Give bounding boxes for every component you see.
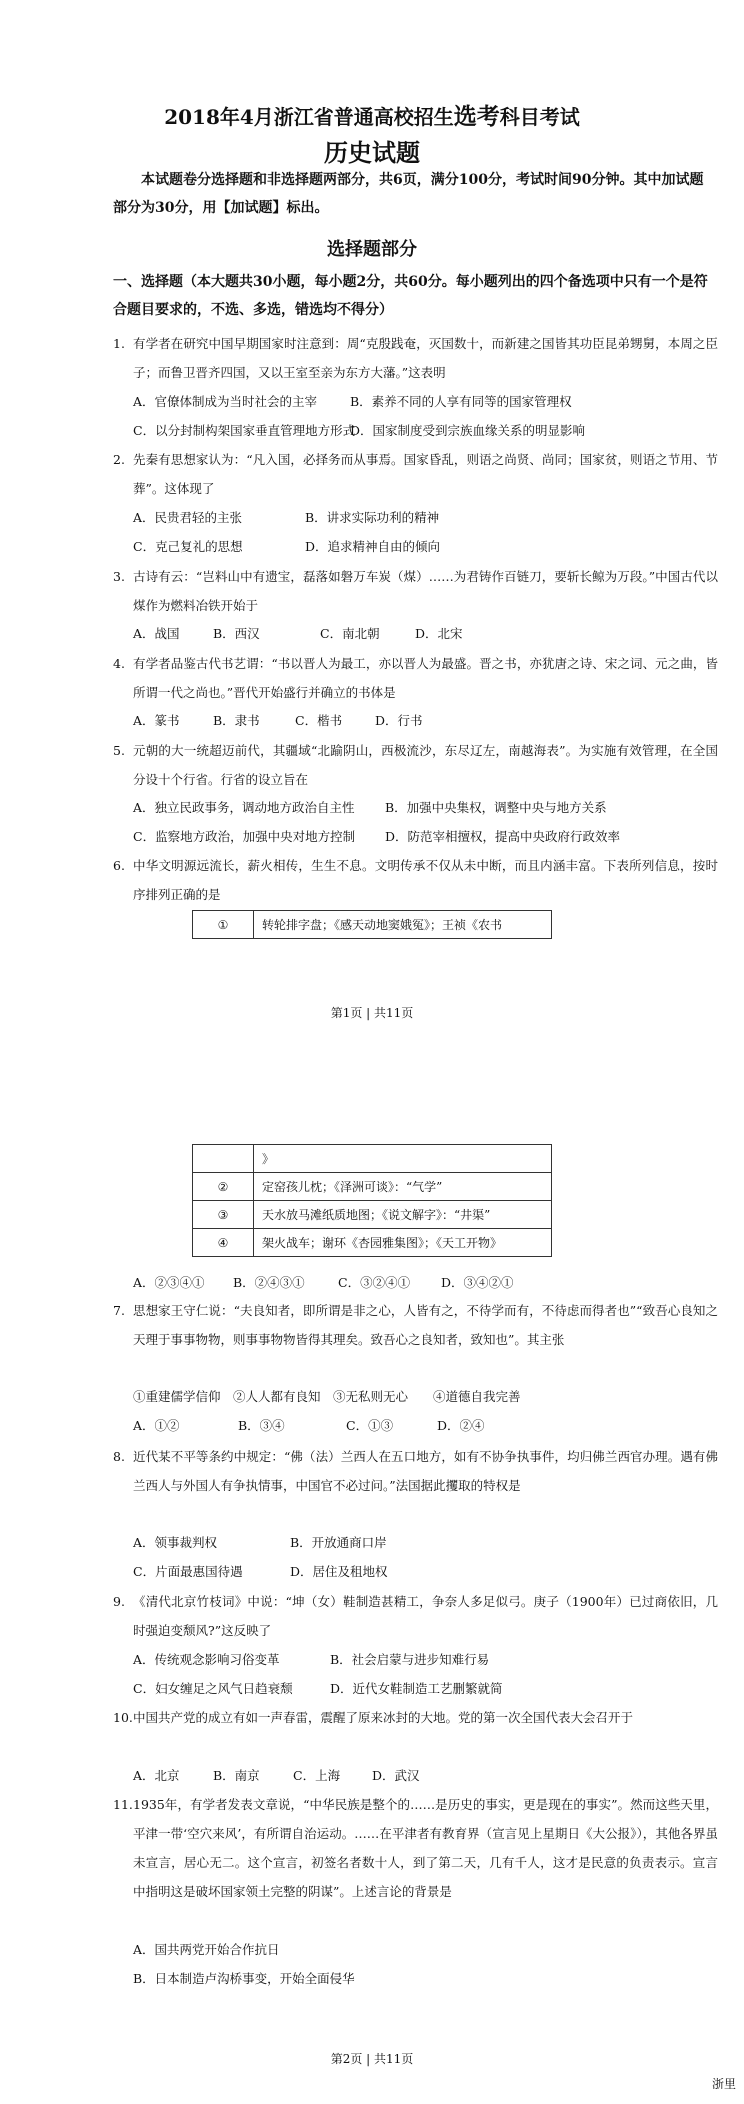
option-b: B．西汉 (213, 626, 260, 641)
question-number: 8. (113, 1449, 125, 1464)
question-number: 2. (113, 452, 125, 467)
option-b: B．②④③① (233, 1275, 305, 1290)
option-d: D．追求精神自由的倾向 (305, 539, 441, 554)
question-number: 6. (113, 858, 125, 873)
option-d: D．国家制度受到宗族血缘关系的明显影响 (350, 423, 586, 438)
question-number: 9. (113, 1594, 125, 1609)
option-d: D．北宋 (415, 626, 463, 641)
section-title: 选择题部分 (327, 239, 417, 260)
option-d: D．②④ (437, 1418, 485, 1433)
option-a: A．民贵君轻的主张 (133, 510, 243, 525)
question-text: 1935年，有学者发表文章说，“中华民族是整个的……是历史的事实，更是现在的事实”。然而这些天里，平津一带‘空穴来风’，有所谓自治运动。……在平津者有教育界（宣言见上星期日《大公报》），其他各界虽未宣言，居心无二。这个宣言，初签名者数十人，到了第二天，几有千人，这才是民意的负责表示。宣言中指明这是破坏国家领土完整的阴谋”。上述言论的背景是 (133, 1797, 718, 1899)
question-text: 先秦有思想家认为：“凡入国，必择务而从事焉。国家昏乱，则语之尚贤、尚同；国家贫，则语之节用、节葬”。这体现了 (133, 452, 718, 496)
option-a: A．北京 (133, 1768, 180, 1783)
option-d: D．防范宰相擅权，提高中央政府行政效率 (385, 829, 621, 844)
row-number: ① (193, 911, 254, 939)
option-a: A．独立民政事务，调动地方政治自主性 (133, 800, 355, 815)
table-row (193, 1229, 552, 1257)
title-pre: 2018年4月浙江省普通高校招生 (164, 105, 454, 129)
option-c: C．楷书 (295, 713, 343, 728)
option-d: D．居住及租地权 (290, 1564, 388, 1579)
question-text: 有学者在研究中国早期国家时注意到：周“克殷践奄，灭国数十，而新建之国皆其功臣昆弟甥舅，本周之臣子；而鲁卫晋齐四国，又以王室至亲为东方大藩。”这表明 (133, 336, 718, 380)
row-content: 转轮排字盘；《感天动地窦娥冤》；王祯《农书 (254, 911, 552, 939)
page-footer-2: 第2页 | 共11页 (330, 2052, 414, 2066)
question-text: 中国共产党的成立有如一声春雷，震醒了原来冰封的大地。党的第一次全国代表大会召开于 (133, 1710, 634, 1725)
option-b: B．南京 (213, 1768, 260, 1783)
option-a: A．①② (133, 1418, 180, 1433)
option-c: C．①③ (346, 1418, 394, 1433)
option-a: A．领事裁判权 (133, 1535, 218, 1550)
table-row (193, 1173, 552, 1201)
title-post: 科目考试 (499, 105, 580, 129)
option-a: A．国共两党开始合作抗日 (133, 1942, 280, 1957)
page-footer-1: 第1页 | 共11页 (330, 1006, 414, 1020)
question-text: 思想家王守仁说：“夫良知者，即所谓是非之心，人皆有之，不待学而有，不待虑而得者也”“致吾心良知之天理于事事物物，则事事物物皆得其理矣。致吾心之良知者，致知也”。其主张 (133, 1303, 718, 1347)
row-content: 定窑孩儿枕；《泽洲可谈》：“气学” (254, 1173, 552, 1201)
option-d: D．武汉 (372, 1768, 420, 1783)
question-number: 3. (113, 569, 125, 584)
exam-intro: 本试题卷分选择题和非选择题两部分，共6页，满分100分，考试时间90分钟。其中加试题部分为30分，用【加试题】标出。 (113, 172, 704, 216)
option-c: C．上海 (293, 1768, 341, 1783)
option-c: C．南北朝 (320, 626, 380, 641)
table-row (193, 1201, 552, 1229)
option-d: D．行书 (375, 713, 423, 728)
option-b: B．③④ (238, 1418, 285, 1433)
option-c: C．监察地方政治，加强中央对地方控制 (133, 829, 356, 844)
row-content: 架火战车；谢环《杏园雅集图》；《天工开物》 (254, 1229, 552, 1257)
option-a: A．战国 (133, 626, 180, 641)
row-content: 》 (254, 1145, 552, 1173)
question-number: 7. (113, 1303, 125, 1318)
title-emphasis: 选考 (453, 103, 500, 130)
corner-watermark: 浙里 (711, 2077, 736, 2091)
option-b: B．社会启蒙与进步知难行易 (330, 1652, 490, 1667)
option-c: C．③②④① (338, 1275, 411, 1290)
row-number: ③ (193, 1201, 254, 1229)
option-b: B．素养不同的人享有同等的国家管理权 (350, 394, 572, 409)
option-b: B．讲求实际功利的精神 (305, 510, 440, 525)
table-row (193, 911, 552, 939)
question-number: 4. (113, 656, 125, 671)
row-number (193, 1145, 254, 1173)
row-content: 天水放马滩纸质地图；《说文解字》：“井渠” (254, 1201, 552, 1229)
option-c: C．克己复礼的思想 (133, 539, 243, 554)
question-text: 有学者品鉴古代书艺谓：“书以晋人为最工，亦以晋人为最盛。晋之书，亦犹唐之诗、宋之词、元之曲，皆所谓一代之尚也。”晋代开始盛行并确立的书体是 (133, 656, 718, 700)
question-number: 1. (113, 336, 125, 351)
question-number: 5. (113, 743, 125, 758)
option-c: C．以分封制构架国家垂直管理地方形式 (133, 423, 356, 438)
option-c: C．片面最惠国待遇 (133, 1564, 243, 1579)
info-table-part2 (192, 1144, 552, 1257)
question-text: 《清代北京竹枝词》中说：“坤（女）鞋制造甚精工，争奈人多足似弓。庚子（1900年）已过商依旧，几时强迫变颓风?”这反映了 (133, 1594, 718, 1638)
option-b: B．加强中央集权，调整中央与地方关系 (385, 800, 607, 815)
question-text: 古诗有云：“岂料山中有遗宝，磊落如磐万车炭（煤）……为君铸作百链刀，要斩长鲸为万段。”中国古代以煤作为燃料冶铁开始于 (133, 569, 718, 613)
option-d: D．近代女鞋制造工艺删繁就简 (330, 1681, 503, 1696)
option-d: D．③④②① (441, 1275, 514, 1290)
option-a: A．②③④① (133, 1275, 205, 1290)
option-b: B．开放通商口岸 (290, 1535, 387, 1550)
table-row (193, 1145, 552, 1173)
option-b: B．日本制造卢沟桥事变，开始全面侵华 (133, 1971, 355, 1986)
question-text: 元朝的大一统超迈前代，其疆域“北踰阴山，西极流沙，东尽辽左，南越海表”。为实施有效管理，在全国分设十个行省。行省的设立旨在 (133, 743, 718, 787)
question-text: 中华文明源远流长，薪火相传，生生不息。文明传承不仅从未中断，而且内涵丰富。下表所列信息，按时序排列正确的是 (133, 858, 718, 902)
option-b: B．隶书 (213, 713, 260, 728)
statement-list: ①重建儒学信仰 ②人人都有良知 ③无私则无心 ④道德自我完善 (133, 1389, 521, 1404)
question-number: 10. (113, 1710, 133, 1725)
option-a: A．官僚体制成为当时社会的主宰 (133, 394, 318, 409)
question-text: 近代某不平等条约中规定：“佛（法）兰西人在五口地方，如有不协争执事件，均归佛兰西官办理。遇有佛兰西人与外国人有争执情事，中国官不必过问。”法国据此攫取的特权是 (133, 1449, 718, 1493)
row-number: ④ (193, 1229, 254, 1257)
row-number: ② (193, 1173, 254, 1201)
option-a: A．篆书 (133, 713, 180, 728)
question-number: 11. (113, 1797, 133, 1812)
option-a: A．传统观念影响习俗变革 (133, 1652, 280, 1667)
option-c: C．妇女缠足之风气日趋衰颓 (133, 1681, 293, 1696)
part-heading: 一、选择题（本大题共30小题，每小题2分，共60分。每小题列出的四个备选项中只有一个是符合题目要求的，不选、多选，错选均不得分） (113, 274, 708, 318)
exam-subtitle: 历史试题 (324, 138, 420, 167)
info-table-part1 (192, 910, 552, 939)
exam-title (0, 98, 744, 131)
